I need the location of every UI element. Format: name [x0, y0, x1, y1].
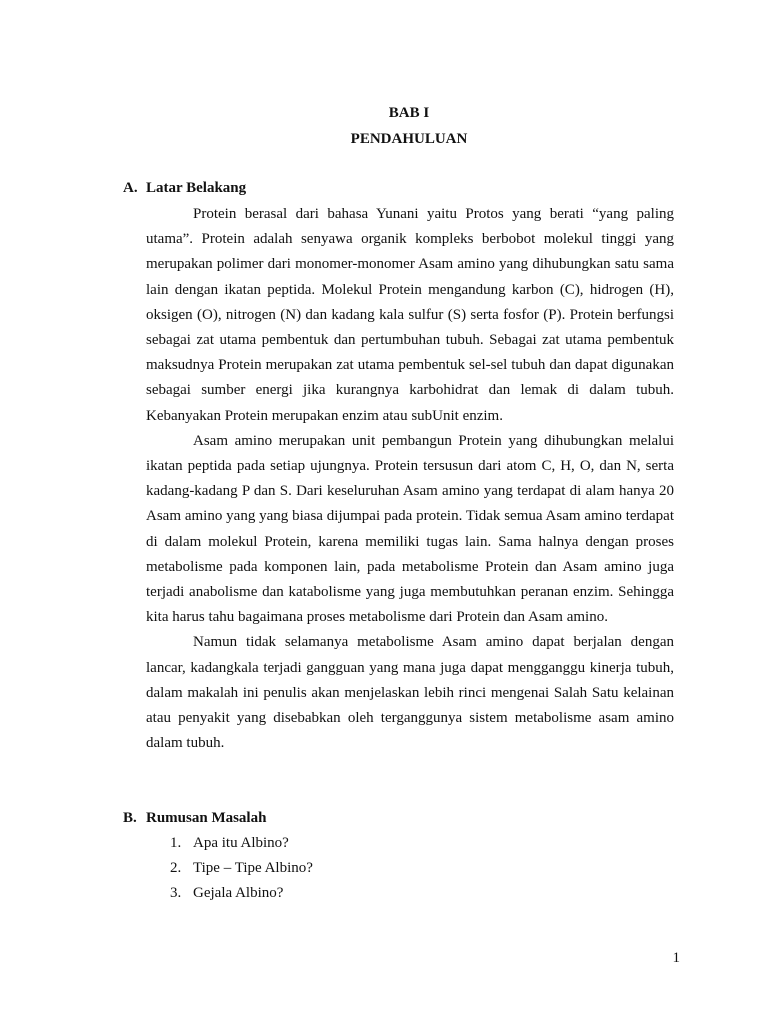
section-b-title: Rumusan Masalah	[146, 810, 267, 826]
list-item-text: Apa itu Albino?	[193, 835, 289, 851]
chapter-title: PENDAHULUAN	[350, 131, 468, 147]
list-item-number: 3.	[170, 885, 182, 901]
list-item-number: 2.	[170, 860, 182, 876]
section-a-heading	[123, 178, 246, 198]
section-a-marker: A.	[123, 180, 138, 196]
section-a-body	[146, 202, 674, 756]
list-item	[170, 856, 313, 881]
list-item	[170, 881, 313, 906]
list-item-number: 1.	[170, 835, 182, 851]
list-item	[170, 831, 313, 856]
section-b-marker: B.	[123, 810, 137, 826]
list-item-text: Gejala Albino?	[193, 885, 284, 901]
list-item-text: Tipe – Tipe Albino?	[193, 860, 313, 876]
paragraph: Asam amino merupakan unit pembangun Protein yang dihubungkan melalui ikatan peptida pada setiap ujungnya. Protein tersusun dari atom C, H, O, dan N, serta kadang-kadang P dan S. Dari keseluruhan Asam amino yang terdapat di alam hanya 20 Asam amino yang yang biasa dijumpai pada protein. Tidak semua Asam amino terdapat di dalam molekul Protein, karena memiliki tugas lain. Sama halnya dengan proses metabolisme pada komponen lain, pada metabolisme Protein dan Asam amino juga terjadi anabolisme dan katabolisme yang juga membutuhkan peranan enzim. Sehingga kita harus tahu bagaimana proses metabolisme dari Protein dan Asam amino.	[146, 432, 674, 626]
paragraph: Namun tidak selamanya metabolisme Asam amino dapat berjalan dengan lancar, kadangkala terjadi gangguan yang mana juga dapat mengganggu kinerja tubuh, dalam makalah ini penulis akan menjelaskan lebih rinci mengenai Salah Satu kelainan atau penyakit yang disebabkan oleh terganggunya sistem metabolisme asam amino dalam tubuh.	[146, 634, 674, 752]
section-b-heading	[123, 808, 266, 828]
section-a-title: Latar Belakang	[146, 180, 247, 196]
chapter-number: BAB I	[388, 105, 430, 121]
page-number: 1	[672, 950, 680, 966]
paragraph: Protein berasal dari bahasa Yunani yaitu Protos yang berati “yang paling utama”. Protein adalah senyawa organik kompleks berbobot molekul tinggi yang merupakan polimer dari monomer-monomer Asam amino yang dihubungkan satu sama lain dengan ikatan peptida. Molekul Protein mengandung karbon (C), hidrogen (H), oksigen (O), nitrogen (N) dan kadang kala sulfur (S) serta fosfor (P). Protein berfungsi sebagai zat utama pembentuk dan pertumbuhan tubuh. Sebagai zat utama pembentuk maksudnya Protein merupakan zat utama pembentuk sel-sel tubuh dan dapat digunakan sebagai sumber energi jika kurangnya karbohidrat dan lemak di dalam tubuh. Kebanyakan Protein merupakan enzim atau subUnit enzim.	[146, 206, 674, 424]
research-questions-list	[170, 831, 313, 906]
